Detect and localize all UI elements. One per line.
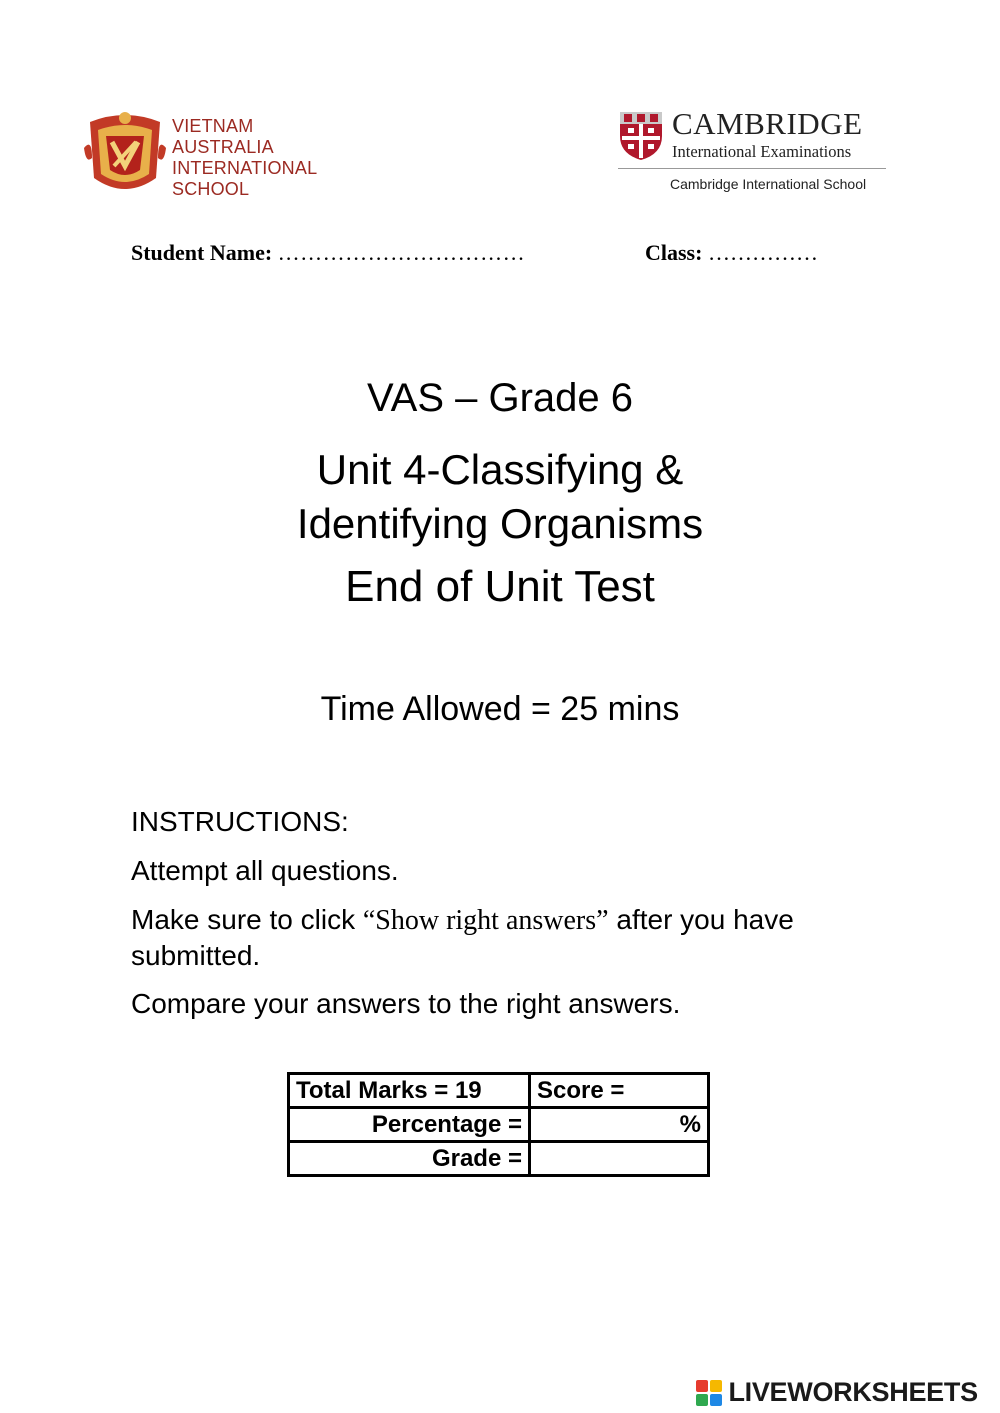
score-cell[interactable]: Score = <box>530 1074 709 1108</box>
grade-title: VAS – Grade 6 <box>366 376 634 420</box>
instruction-item-2-post: after you have submitted. <box>131 904 794 971</box>
unit-title-line-2: Identifying Organisms <box>296 500 704 547</box>
table-row <box>289 1108 709 1142</box>
table-row <box>289 1142 709 1176</box>
cambridge-shield-icon <box>618 110 664 162</box>
time-allowed: Time Allowed = 25 mins <box>320 690 680 728</box>
class-line <box>645 240 818 266</box>
percentage-value-cell[interactable]: % <box>530 1108 709 1142</box>
total-marks-cell: Total Marks = 19 <box>289 1074 530 1108</box>
cambridge-divider <box>618 168 886 169</box>
instruction-item-2-pre: Make sure to click <box>131 904 363 935</box>
vas-logo <box>84 108 324 208</box>
instruction-item-2-quote: “Show right answers” <box>362 905 609 936</box>
student-name-field[interactable]: …………………………… <box>277 240 526 265</box>
vas-line-2: AUSTRALIA <box>172 137 274 157</box>
student-name-line <box>131 240 525 266</box>
cambridge-title: CAMBRIDGE <box>672 106 863 141</box>
instruction-item-1: Attempt all questions. <box>131 855 399 886</box>
liveworksheets-text: LIVEWORKSHEETS <box>728 1377 978 1407</box>
unit-title-line-1: Unit 4-Classifying & <box>316 446 684 493</box>
student-name-label: Student Name: <box>131 240 273 265</box>
vas-line-3: INTERNATIONAL <box>172 158 318 178</box>
test-title: End of Unit Test <box>345 562 655 611</box>
liveworksheets-brand[interactable] <box>696 1377 978 1411</box>
vas-line-1: VIETNAM <box>172 116 254 136</box>
class-label: Class: <box>645 240 703 265</box>
marks-table <box>287 1072 710 1177</box>
instructions-heading: INSTRUCTIONS: <box>131 806 349 837</box>
instruction-item-3: Compare your answers to the right answers. <box>131 988 681 1019</box>
table-row <box>289 1074 709 1108</box>
vas-line-4: SCHOOL <box>172 179 250 199</box>
unit-title <box>0 443 1000 551</box>
cambridge-subtitle: International Examinations <box>672 142 852 161</box>
cambridge-logo <box>618 108 890 200</box>
percentage-label-cell: Percentage = <box>289 1108 530 1142</box>
grade-label-cell: Grade = <box>289 1142 530 1176</box>
cambridge-school-label: Cambridge International School <box>670 176 867 192</box>
class-field[interactable]: …………… <box>707 240 818 265</box>
vas-school-name <box>172 116 317 200</box>
instruction-item-2 <box>131 902 891 973</box>
school-crest-icon <box>84 108 166 200</box>
grade-value-cell[interactable] <box>530 1142 709 1176</box>
liveworksheets-logo-icon <box>696 1380 722 1406</box>
